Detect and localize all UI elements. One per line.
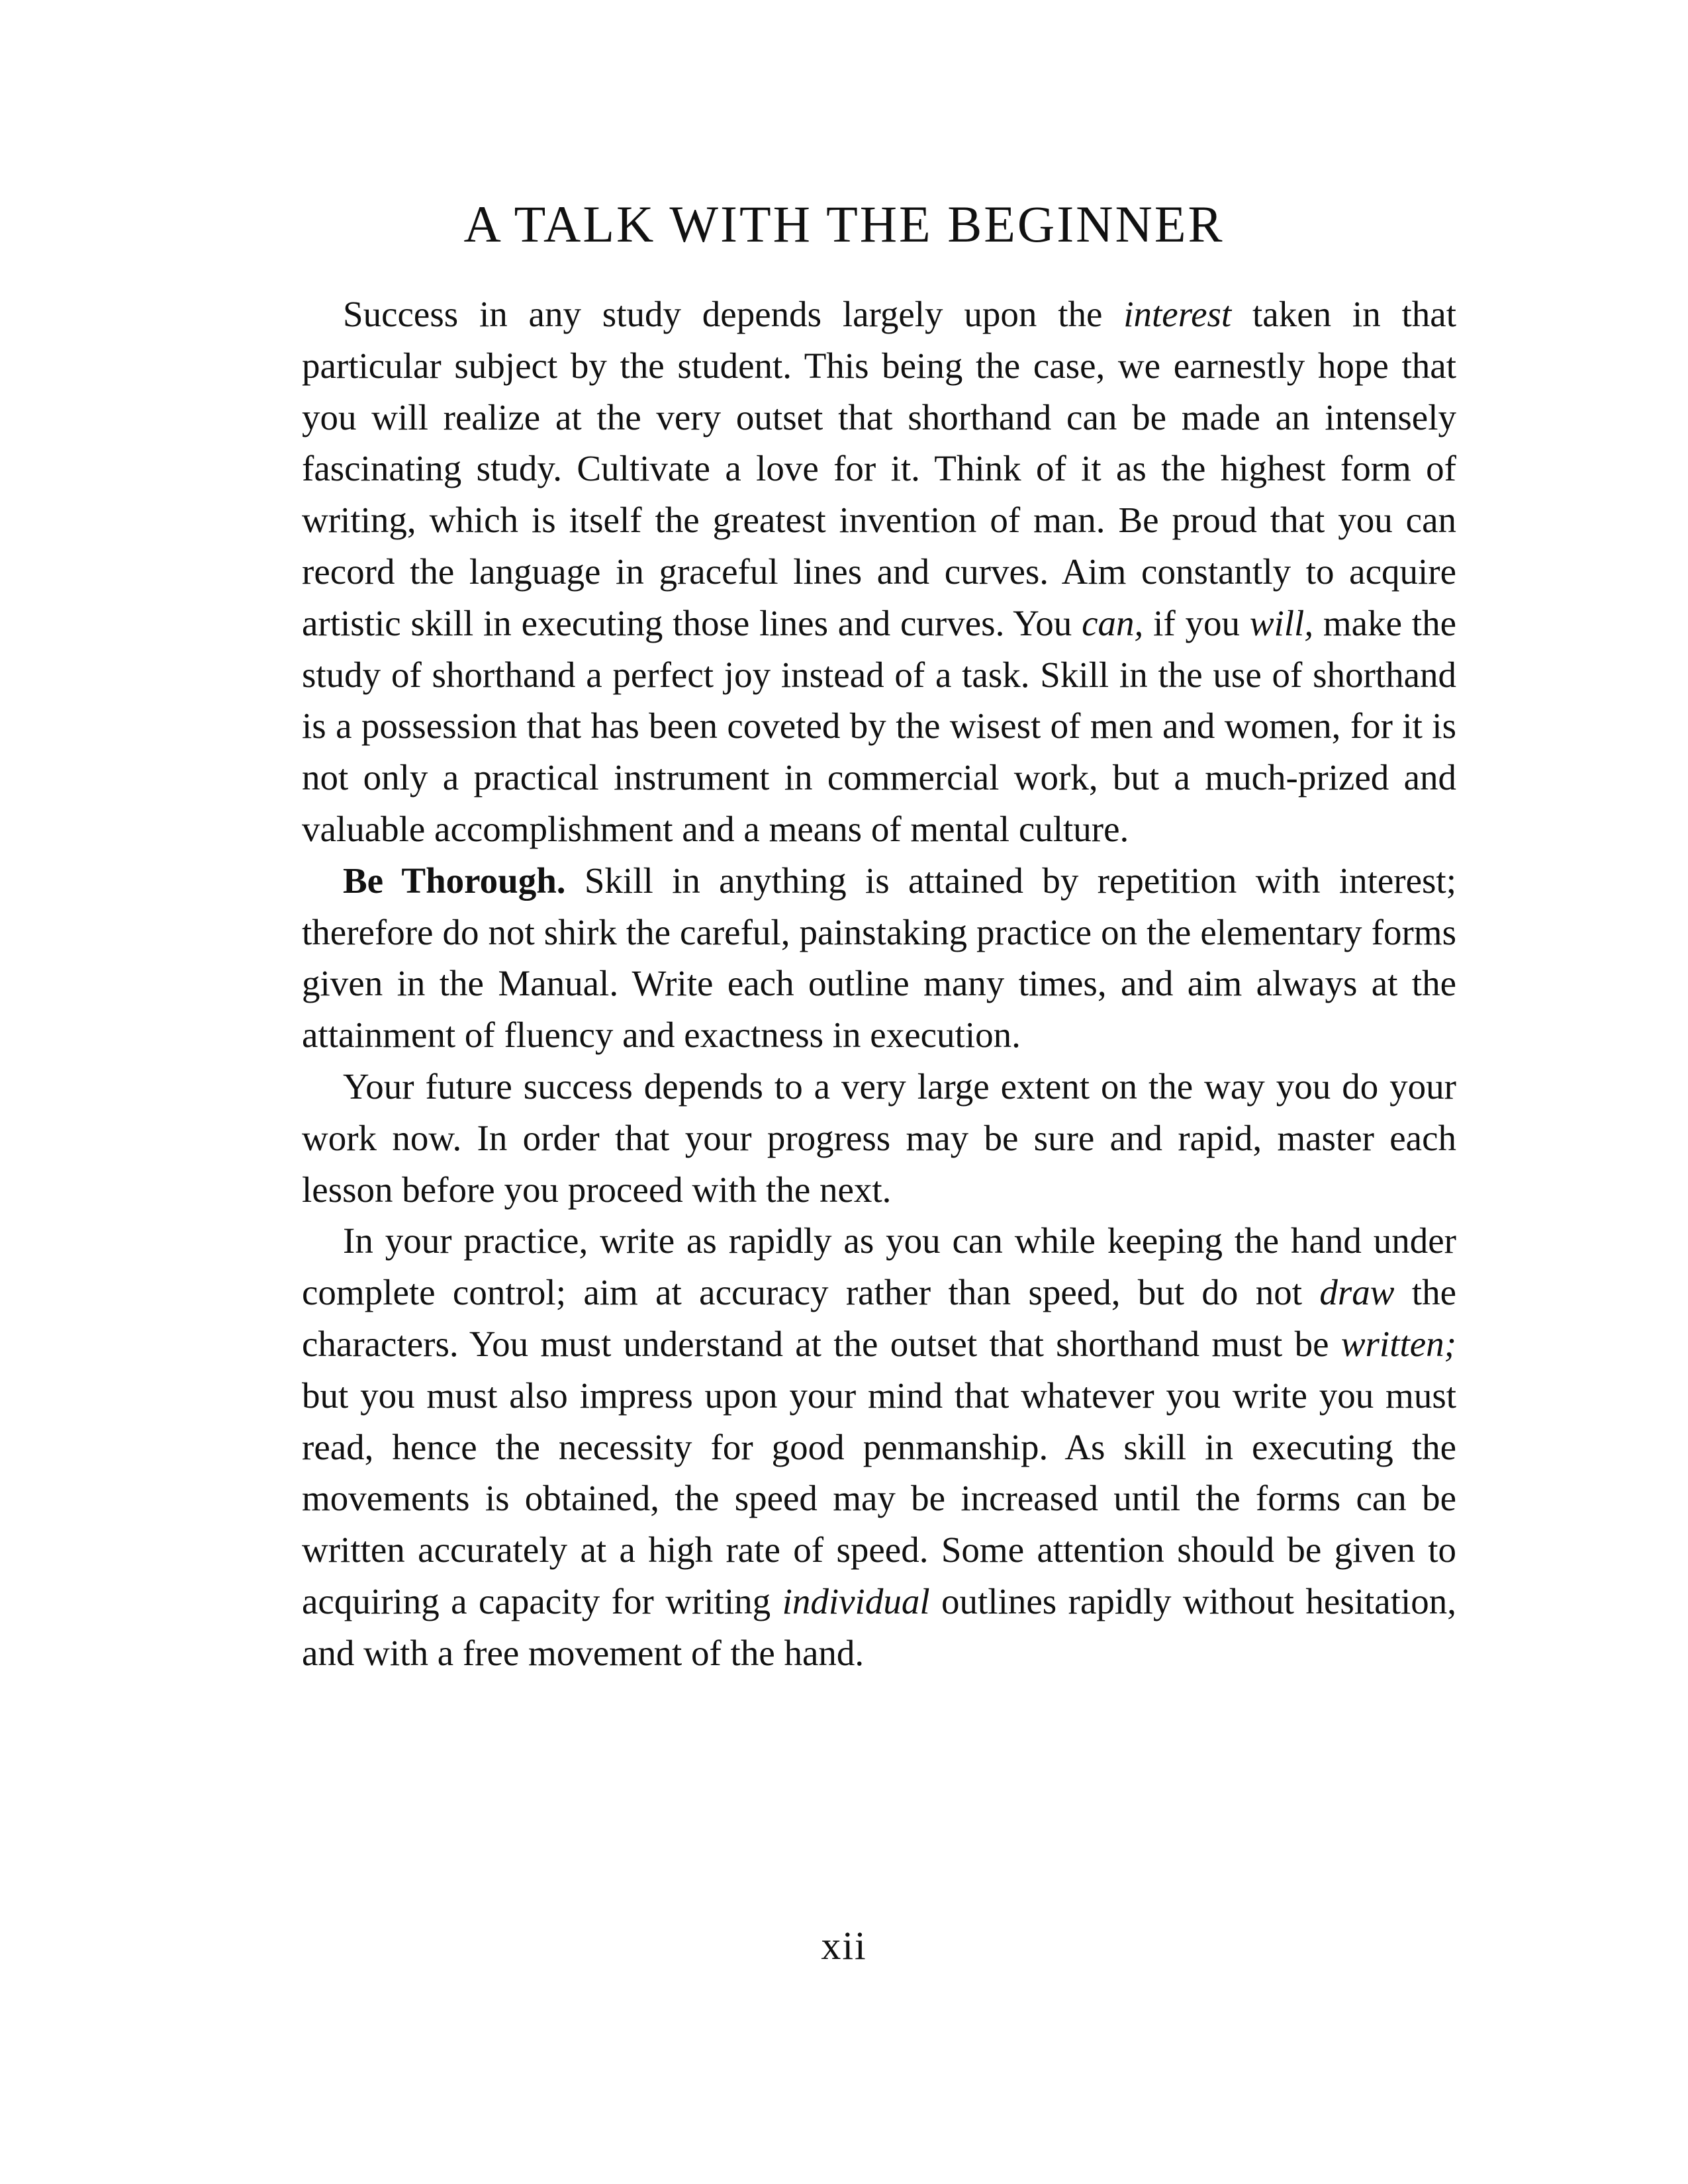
paragraph-text: outlines rapidly without hesitation, and with a free movement of the hand. bbox=[302, 1580, 1457, 1673]
paragraph-3 bbox=[302, 1061, 1456, 1215]
page-number: xii bbox=[821, 1924, 867, 1968]
paragraph-emphasis: can, bbox=[1082, 602, 1144, 643]
run-in-heading: Be Thorough. bbox=[343, 860, 566, 901]
paragraph-4 bbox=[302, 1215, 1456, 1678]
paragraph-emphasis: will, bbox=[1249, 602, 1314, 643]
paragraph-text: In your practice, write as rapidly as you can while keeping the hand under complete control; aim at accuracy rather than speed, but do not bbox=[302, 1220, 1456, 1313]
paragraph-text: but you must also impress upon your mind that whatever you write you must read, hence the necessity for good penmanship. As skill in executing the movements is obtained, the speed may be increased until the forms can be written accurately at a high rate of speed. Some attention should be given to acquiring a capacity for writing bbox=[302, 1375, 1456, 1621]
paragraph-text: Success in any study depends largely upon the bbox=[343, 294, 1124, 334]
paragraph-text: Your future success depends to a very large extent on the way you do your work now. In order that your progress may be sure and rapid, master each lesson before you proceed with the next. bbox=[302, 1066, 1456, 1210]
paragraph-text: the characters. You must understand at the outset that shorthand must be bbox=[302, 1272, 1456, 1364]
paragraph-emphasis: interest bbox=[1123, 294, 1232, 334]
paragraph-2 bbox=[302, 855, 1456, 1061]
paragraph-text: if you bbox=[1143, 602, 1250, 643]
paragraph-text: Skill in anything is attained by repetition with interest; therefore do not shirk the careful, painstaking practice on the elementary forms given in the Manual. Write each outline many times, and aim always at the attainment of fluency and exactness in execution. bbox=[302, 860, 1456, 1056]
paragraph-emphasis: individual bbox=[782, 1580, 930, 1621]
paragraph-text: taken in that particular subject by the student. This being the case, we earnestly hope that you will realize at the very outset that shorthand can be made an intensely fascinating study. Cultivate a love for it. Think of it as the highest form of writing, which is itself the greatest invention of man. Be proud that you can record the language in graceful lines and curves. Aim constantly to acquire artistic skill in executing those lines and curves. You bbox=[302, 294, 1457, 643]
paragraph-1 bbox=[302, 289, 1456, 855]
paragraph-text: make the study of shorthand a perfect joy instead of a task. Skill in the use of shorthand is a possession that has been coveted by the wisest of men and women, for it is not only a practical instrument in commercial work, but a much-prized and valuable accomplishment and a means of mental culture. bbox=[302, 602, 1457, 849]
page-title: A TALK WITH THE BEGINNER bbox=[463, 195, 1225, 253]
body-text bbox=[302, 289, 1456, 1679]
paragraph-emphasis: draw bbox=[1319, 1272, 1395, 1313]
paragraph-emphasis: written; bbox=[1340, 1323, 1456, 1364]
